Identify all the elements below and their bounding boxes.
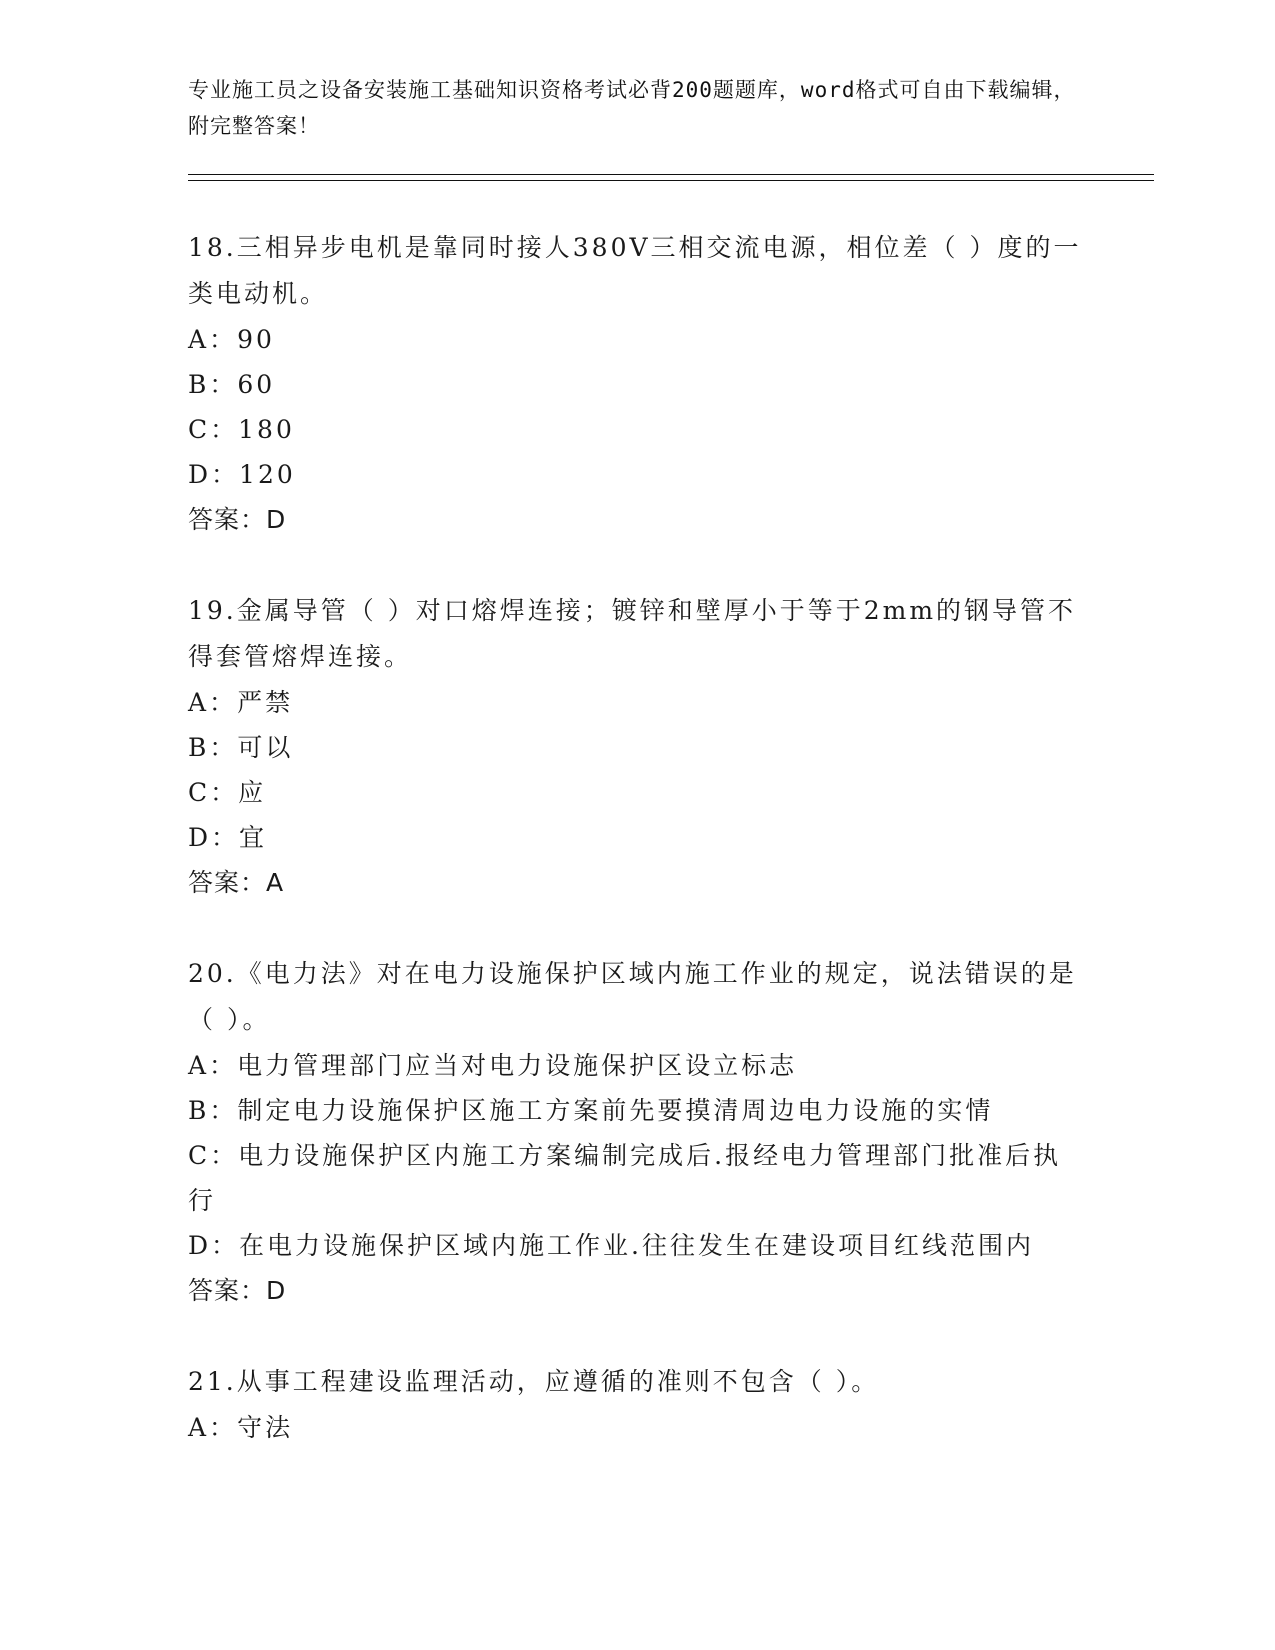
- question-19: [188, 588, 1148, 905]
- header-divider: [188, 174, 1154, 181]
- answer-line: 答案：A: [188, 868, 285, 897]
- question-18: [188, 225, 1148, 542]
- option-d: D：120: [188, 460, 296, 489]
- question-20: [188, 951, 1148, 1313]
- option-a: A：严禁: [188, 688, 294, 717]
- question-stem: 20.《电力法》对在电力设施保护区域内施工作业的规定，说法错误的是（ ）。: [188, 959, 1077, 1034]
- question-list: [188, 225, 1148, 1450]
- option-c: C：180: [188, 415, 295, 444]
- option-d: D：在电力设施保护区域内施工作业.往往发生在建设项目红线范围内: [188, 1231, 1034, 1260]
- question-stem: 19.金属导管（ ）对口熔焊连接；镀锌和壁厚小于等于2mm的钢导管不得套管熔焊连接。: [188, 596, 1077, 671]
- question-21: [188, 1359, 1148, 1450]
- option-a: A：电力管理部门应当对电力设施保护区设立标志: [188, 1051, 798, 1080]
- document-header: 专业施工员之设备安装施工基础知识资格考试必背200题题库，word格式可自由下载编辑，附完整答案！: [188, 78, 1076, 138]
- option-b: B：可以: [188, 733, 294, 762]
- option-c: C：电力设施保护区内施工方案编制完成后.报经电力管理部门批准后执行: [188, 1141, 1062, 1215]
- option-b: B：60: [188, 370, 276, 399]
- question-stem: 18.三相异步电机是靠同时接人380V三相交流电源，相位差（ ）度的一类电动机。: [188, 233, 1082, 308]
- option-c: C：应: [188, 778, 267, 807]
- option-b: B：制定电力设施保护区施工方案前先要摸清周边电力设施的实情: [188, 1096, 994, 1125]
- option-a: A：守法: [188, 1413, 294, 1442]
- answer-line: 答案：D: [188, 505, 287, 534]
- question-stem: 21.从事工程建设监理活动，应遵循的准则不包含（ ）。: [188, 1367, 880, 1396]
- answer-line: 答案：D: [188, 1276, 287, 1305]
- option-d: D：宜: [188, 823, 268, 852]
- document-page: [188, 72, 1148, 1450]
- option-a: A：90: [188, 325, 275, 354]
